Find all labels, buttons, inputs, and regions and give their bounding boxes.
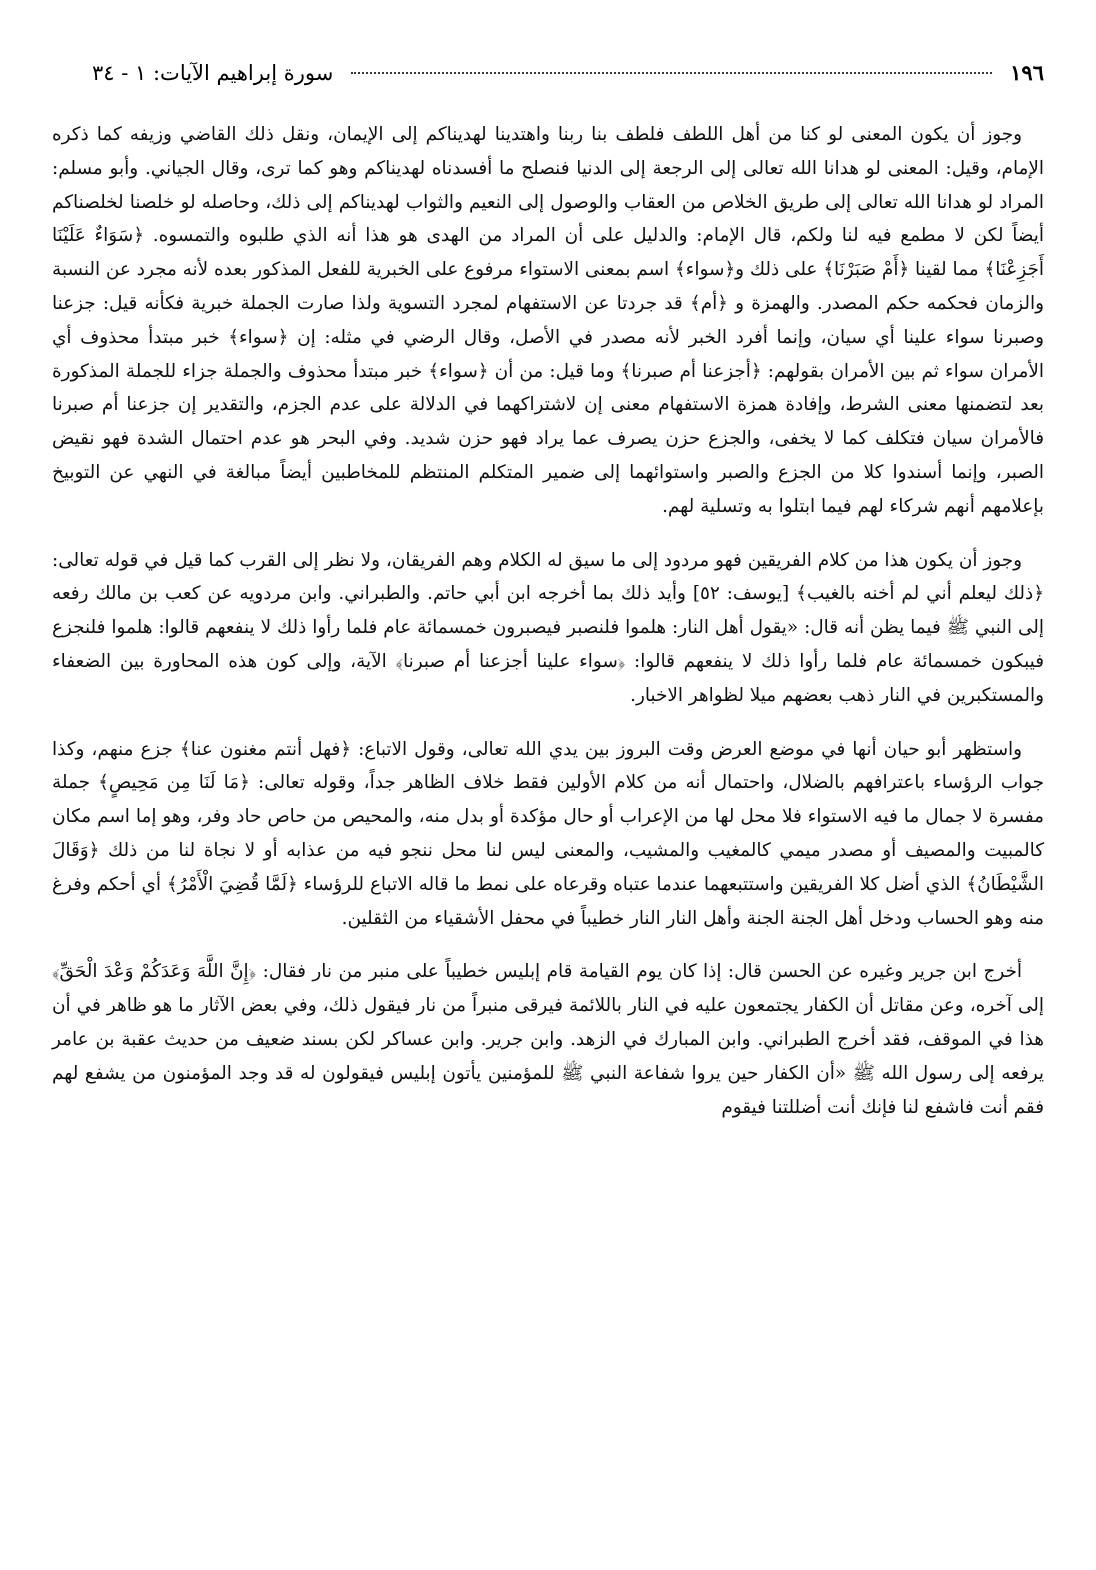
paragraph-3 [52,733,1044,936]
running-title: سورة إبراهيم الآيات: ١ - ٣٤ [92,61,334,85]
paragraph-2 [52,544,1044,713]
page-number: ١٩٦ [1010,60,1044,85]
paragraph-text: أخرج ابن جرير وغيره عن الحسن قال: إذا كان يوم القيامة قام إبليس خطيباً على منبر من نار فقال: ﴿إِنَّ اللَّهَ وَعَدَكُمْ وَعْدَ الْحَقِّ﴾ إلى آخره، وعن مقاتل أن الكفار يجتمعون عليه في النار باللائمة فيرقى منبراً من نار فيقول ذلك، وفي بعض الآثار ما هو ظاهر في أن هذا في الموقف، فقد أخرج الطبراني. وابن المبارك في الزهد. وابن جرير. وابن عساكر لكن بسند ضعيف من حديث عقبة بن عامر يرفعه إلى رسول الله ﷺ «أن الكفار حين يروا شفاعة النبي ﷺ للمؤمنين يأتون إبليس فيقولون له قد وجد المؤمنون من يشفع لهم فقم أنت فاشفع لنا فإنك أنت أضللتنا فيقوم [52,961,1044,1118]
paragraph-text: واستظهر أبو حيان أنها في موضع العرض وقت البروز بين يدي الله تعالى، وقول الاتباع: ﴿فهل أنتم مغنون عنا﴾ جزع منهم، وكذا جواب الرؤساء باعترافهم بالضلال، واحتمال أنه من كلام الأولين فقط خلاف الظاهر جداً، وقوله تعالى: ﴿مَا لَنَا مِن مَحِيصٍ﴾ جملة مفسرة لا جمال ما فيه الاستواء فلا محل لها من الإعراب أو حال مؤكدة أو بدل منه، والمحيص من حاص حاد وفر، وهو إما اسم مكان كالمبيت والمصيف أو مصدر ميمي كالمغيب والمشيب، والمعنى ليس لنا محل ننجو فيه من عذابه أو لا نجاة لنا من ذلك ﴿وَقَالَ الشَّيْطَانُ﴾ الذي أضل كلا الفريقين واستتبعهما عندما عتباه وقرعاه على نمط ما قاله الاتباع للرؤساء ﴿لَمَّا قُضِيَ الْأَمْرُ﴾ أي أحكم وفرغ منه وهو الحساب ودخل أهل الجنة الجنة وأهل النار النار خطيباً في محفل الأشقياء من الثقلين. [52,738,1044,929]
header-dotted-leader [351,72,992,74]
book-page [52,60,1044,1144]
paragraph-text: وجوز أن يكون هذا من كلام الفريقين فهو مردود إلى ما سيق له الكلام وهم الفريقان، ولا نظر إلى القرب كما قيل في قوله تعالى: ﴿ذلك ليعلم أني لم أخنه بالغيب﴾ [يوسف: ٥٢] وأيد ذلك بما أخرجه ابن أبي حاتم. والطبراني. وابن مردويه عن كعب بن مالك رفعه إلى النبي ﷺ فيما يظن أنه قال: «يقول أهل النار: هلموا فلنصبر فيصبرون خمسمائة عام فلما رأوا ذلك لا ينفعهم قالوا: هلموا فلنجزع فيبكون خمسمائة عام فلما رأوا ذلك لا ينفعهم قالوا: ﴿سواء علينا أجزعنا أم صبرنا﴾ الآية، وإلى كون هذه المحاورة بين الضعفاء والمستكبرين في النار ذهب بعضهم ميلا لظواهر الاخبار. [52,549,1044,706]
page-header [52,60,1044,100]
paragraph-4 [52,955,1044,1124]
paragraph-1 [52,118,1044,524]
paragraph-text: وجوز أن يكون المعنى لو كنا من أهل اللطف فلطف بنا ربنا واهتدينا لهديناكم إلى الإيمان، ونقل ذلك القاضي وزيفه كما ذكره الإمام، وقيل: المعنى لو هدانا الله تعالى إلى الرجعة إلى الدنيا فنصلح ما أفسدناه لهديناكم وهو كما ترى، وقال الجياني. وأبو مسلم: المراد لو هدانا الله تعالى إلى طريق الخلاص من العقاب والوصول إلى النعيم والثواب لهديناكم إلى ذلك، وحاصله لو خلصنا لخلصناكم أيضاً لكن لا مطمع فيه لنا ولكم، قال الإمام: والدليل على أن المراد من الهدى هو هذا أنه الذي طلبوه والتمسوه. ﴿سَوَاءٌ عَلَيْنَا أَجَزِعْنَا﴾ مما لقينا ﴿أَمْ صَبَرْنَا﴾ على ذلك و﴿سواء﴾ اسم بمعنى الاستواء مرفوع على الخبرية للفعل المذكور بعده لأنه مجرد عن النسبة والزمان فحكمه حكم المصدر. والهمزة و ﴿أم﴾ قد جردتا عن الاستفهام لمجرد التسوية ولذا صارت الجملة خبرية فكأنه قيل: جزعنا وصبرنا سواء علينا أي سيان، وإنما أفرد الخبر لأنه مصدر في الأصل، وقال الرضي في مثله: إن ﴿سواء﴾ خبر مبتدأ محذوف أي الأمران سواء ثم بين الأمران بقولهم: ﴿أجزعنا أم صبرنا﴾ وما قيل: من أن ﴿سواء﴾ خبر مبتدأ محذوف والجملة جزاء للجملة المذكورة بعد لتضمنها معنى الشرط، وإفادة همزة الاستفهام معنى إن لاشتراكهما في الدلالة على عدم الجزم، والتقدير إن جزعنا أم صبرنا فالأمران سيان فتكلف كما لا يخفى، والجزع حزن يصرف عما يراد فهو حزن شديد. وفي البحر هو عدم احتمال الشدة فهو نقيض الصبر، وإنما أسندوا كلا من الجزع والصبر واستوائهما إلى ضمير المتكلم المنتظم للمخاطبين أيضاً مبالغة في النهي عن التوبيخ بإعلامهم أنهم شركاء لهم فيما ابتلوا به وتسلية لهم. [52,124,1044,517]
